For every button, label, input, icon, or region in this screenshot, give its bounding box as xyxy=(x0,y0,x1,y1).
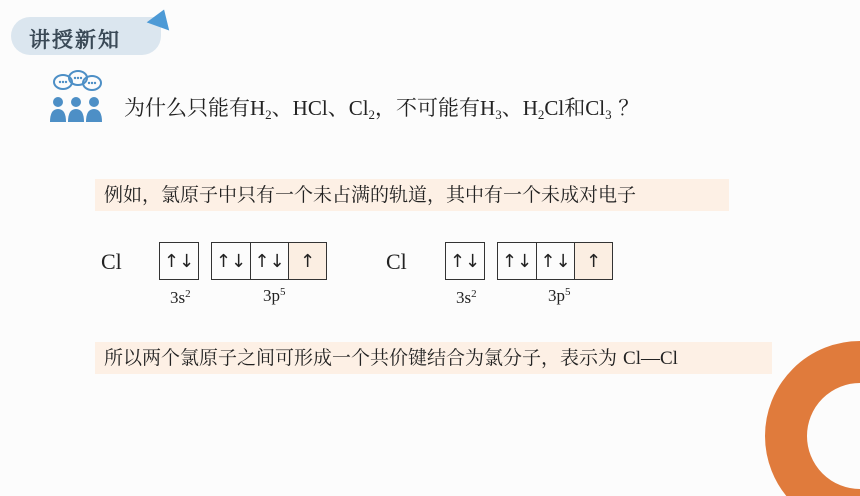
separator: 、 xyxy=(271,96,293,120)
atom-symbol: Cl xyxy=(386,249,407,274)
question-part: ，不可能有 xyxy=(375,96,481,120)
orbital-cell: ↑↓ xyxy=(449,250,481,272)
section-tag xyxy=(11,9,161,55)
question-part: 为什么只能有 xyxy=(124,96,250,120)
superscript: 2 xyxy=(185,288,191,300)
decorative-orange-ring xyxy=(760,336,860,496)
question-text xyxy=(124,92,639,123)
orbital-cell-unpaired: ↑ xyxy=(288,243,326,279)
superscript: 2 xyxy=(471,288,477,300)
orbital-label-3s xyxy=(170,288,191,308)
subscript: 2 xyxy=(368,107,376,122)
orbital-3p-box xyxy=(211,242,327,280)
formula-h2cl-tail: Cl xyxy=(544,96,565,120)
subscript: 2 xyxy=(265,107,272,122)
orbital-3p-box xyxy=(497,242,613,280)
orbital-label-text: 3p xyxy=(263,286,280,305)
formula-hcl: HCl xyxy=(292,96,328,120)
separator: 、 xyxy=(501,96,523,120)
orbital-cell: ↑↓ xyxy=(215,250,247,272)
superscript: 5 xyxy=(280,286,286,298)
orbital-label-text: 3p xyxy=(548,286,565,305)
orbital-3s-box xyxy=(445,242,485,280)
orbital-cell: ↑↓ xyxy=(163,250,195,272)
subscript: 3 xyxy=(605,107,612,122)
orbital-label-text: 3s xyxy=(170,288,186,307)
formula-cl-cl: Cl—Cl xyxy=(623,348,678,369)
orbital-label-3s xyxy=(456,288,477,308)
example-band: 例如，氯原子中只有一个未占满的轨道，其中有一个未成对电子 xyxy=(95,179,729,211)
atom-symbol: Cl xyxy=(101,249,122,274)
section-label: 讲授新知 xyxy=(29,28,121,52)
question-mark: ？ xyxy=(611,96,640,120)
conclusion-text: 所以两个氯原子之间可形成一个共价键结合为氯分子，表示为 xyxy=(104,347,624,369)
conjunction: 和 xyxy=(564,96,586,120)
orbital-label-3p xyxy=(263,286,286,306)
separator: 、 xyxy=(327,96,349,120)
orbital-cell: ↑↓ xyxy=(536,243,574,279)
orbital-label-3p xyxy=(548,286,571,306)
subscript: 2 xyxy=(537,107,545,122)
orbital-3s-box xyxy=(159,242,199,280)
conclusion-band xyxy=(95,342,772,374)
orbital-cell-unpaired: ↑ xyxy=(574,243,612,279)
formula-cl3: Cl xyxy=(585,96,606,120)
discussion-people-icon xyxy=(48,70,104,124)
formula-cl2: Cl xyxy=(348,96,369,120)
formula-h2: H xyxy=(250,96,266,120)
formula-h2cl: H xyxy=(522,96,538,120)
orbital-label-text: 3s xyxy=(456,288,472,307)
subscript: 3 xyxy=(495,107,502,122)
formula-h3: H xyxy=(480,96,496,120)
superscript: 5 xyxy=(565,286,571,298)
orbital-cell: ↑↓ xyxy=(501,250,533,272)
orbital-cell: ↑↓ xyxy=(250,243,288,279)
